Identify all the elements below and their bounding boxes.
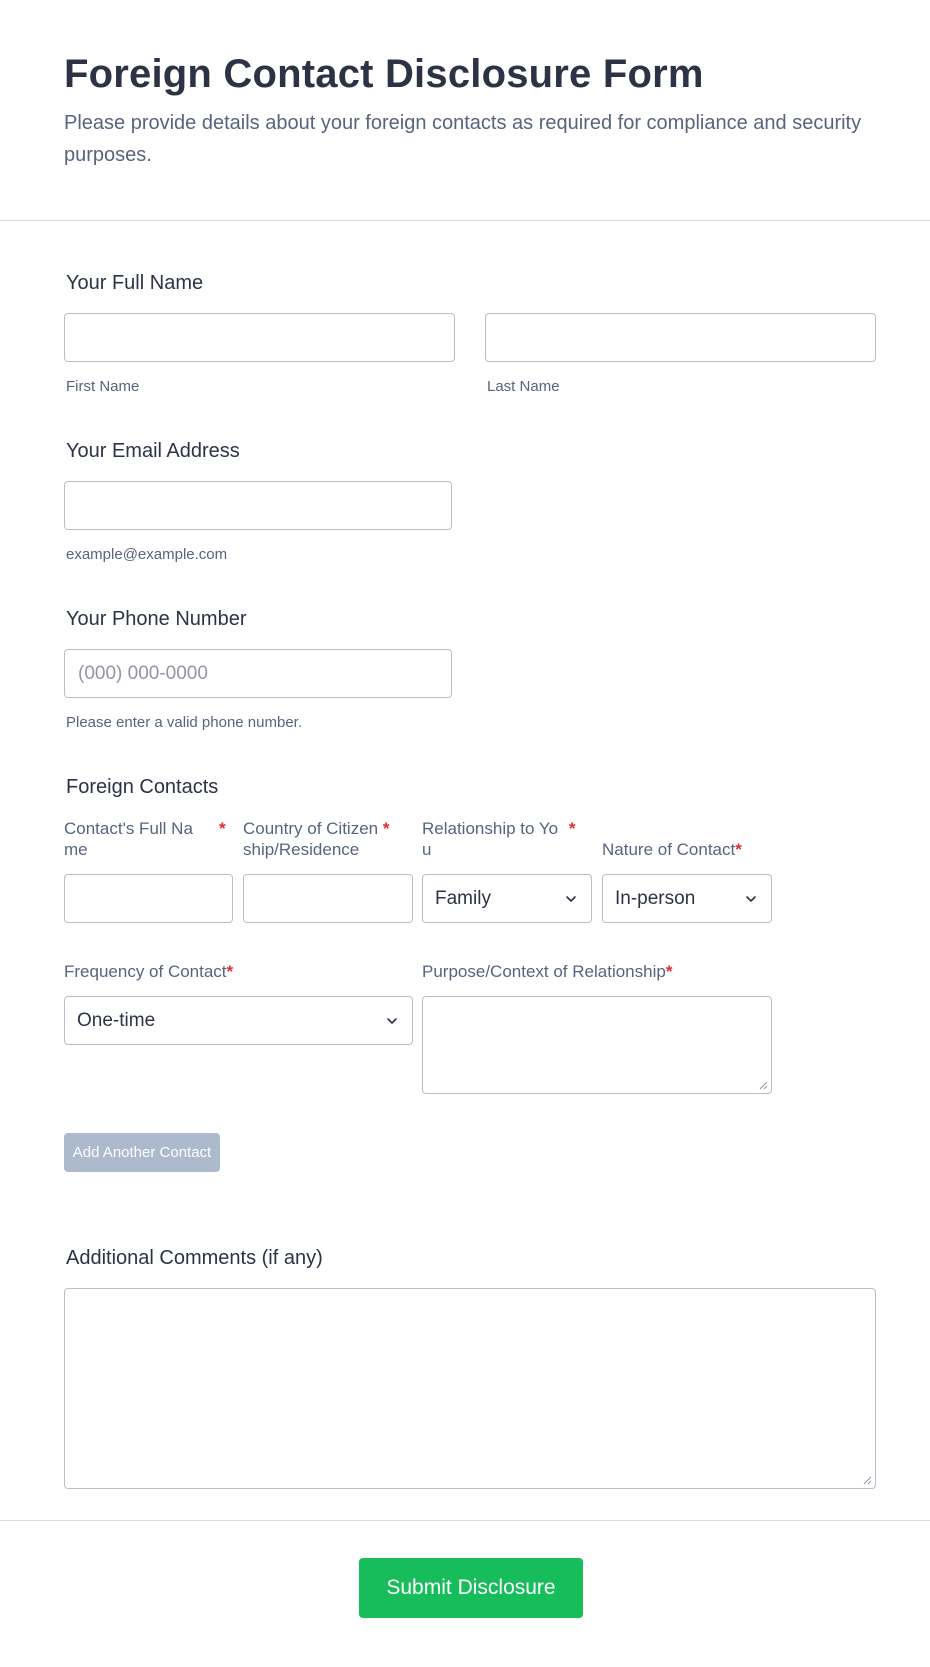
- required-marker: *: [219, 819, 226, 838]
- email-sublabel: example@example.com: [66, 546, 228, 563]
- nature-select-value: In-person: [615, 887, 696, 909]
- nature-select[interactable]: [602, 874, 772, 923]
- full-name-label: Your Full Name: [66, 272, 204, 294]
- purpose-textarea[interactable]: [422, 996, 772, 1094]
- contact-name-column-label: [64, 818, 229, 860]
- contact-name-label-line1: Contact's Full Na: [64, 819, 193, 838]
- email-label: Your Email Address: [66, 440, 240, 462]
- form-title: Foreign Contact Disclosure Form: [64, 52, 704, 96]
- form-header: [0, 0, 930, 221]
- country-label-line1: Country of Citizen: [243, 819, 379, 838]
- frequency-select-value: One-time: [77, 1009, 156, 1031]
- required-marker: *: [568, 819, 576, 838]
- resize-grip-icon[interactable]: [862, 1475, 872, 1485]
- frequency-select[interactable]: [64, 996, 413, 1045]
- purpose-label-text: Purpose/Context of Relationship: [422, 962, 666, 981]
- chevron-down-icon: [744, 892, 758, 906]
- relationship-label-line2: u: [422, 840, 432, 859]
- chevron-down-icon: [564, 892, 578, 906]
- relationship-select-value: Family: [435, 887, 491, 909]
- email-input[interactable]: [64, 481, 452, 530]
- first-name-sublabel: First Name: [66, 378, 140, 395]
- phone-label: Your Phone Number: [66, 608, 247, 630]
- country-column-label: [243, 818, 413, 860]
- frequency-column-label: [64, 961, 233, 982]
- required-marker: *: [226, 962, 234, 981]
- phone-sublabel: Please enter a valid phone number.: [66, 714, 302, 731]
- country-input[interactable]: [243, 874, 413, 923]
- last-name-sublabel: Last Name: [487, 378, 560, 395]
- country-label-line2: ship/Residence: [243, 840, 360, 859]
- frequency-label-text: Frequency of Contact: [64, 962, 227, 981]
- foreign-contacts-label: Foreign Contacts: [66, 776, 219, 798]
- relationship-select[interactable]: [422, 874, 592, 923]
- comments-label: Additional Comments (if any): [66, 1247, 323, 1269]
- first-name-input[interactable]: [64, 313, 455, 362]
- contact-name-input[interactable]: [64, 874, 233, 923]
- required-marker: *: [382, 819, 390, 838]
- relationship-column-label: [422, 818, 592, 860]
- required-marker: *: [735, 840, 742, 859]
- contact-name-label-line2: me: [64, 840, 88, 859]
- chevron-down-icon: [385, 1014, 399, 1028]
- required-marker: *: [665, 962, 673, 981]
- add-contact-button[interactable]: Add Another Contact: [64, 1133, 220, 1172]
- nature-label-text: Nature of Contact: [602, 840, 736, 859]
- nature-column-label: [602, 839, 772, 860]
- submit-button[interactable]: Submit Disclosure: [359, 1558, 583, 1618]
- phone-input[interactable]: [64, 649, 452, 698]
- comments-textarea[interactable]: [64, 1288, 876, 1489]
- relationship-label-line1: Relationship to Yo: [422, 819, 559, 838]
- purpose-column-label: [422, 961, 672, 982]
- form-subtitle: Please provide details about your foreign contacts as required for compliance and security purposes.: [64, 112, 862, 166]
- resize-grip-icon[interactable]: [758, 1080, 768, 1090]
- footer-divider: [0, 1520, 930, 1521]
- last-name-input[interactable]: [485, 313, 876, 362]
